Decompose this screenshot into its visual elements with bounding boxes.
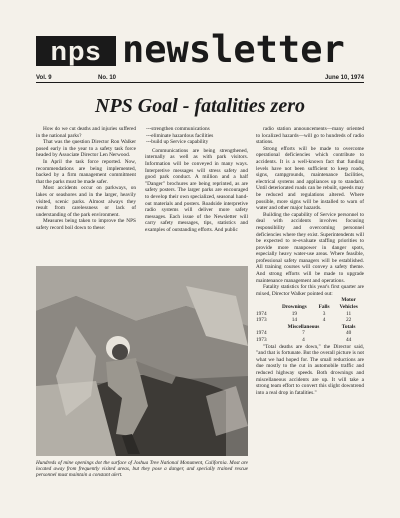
photo-illustration	[36, 266, 248, 456]
mine-rescue-photo	[36, 266, 248, 456]
table-row	[256, 330, 364, 337]
article-column-1	[36, 126, 136, 232]
table-cell: 4	[322, 317, 326, 324]
masthead-title: newsletter	[122, 28, 345, 71]
table-cell: 40	[345, 330, 352, 337]
table-row	[256, 311, 364, 318]
table-cell: 1973	[256, 337, 267, 343]
paragraph: How do we cut deaths and injuries suffered in the national parks?	[36, 126, 136, 139]
table-cell: 11	[346, 310, 352, 317]
issue-info-bar	[36, 73, 364, 83]
table-cell: 14	[291, 317, 298, 324]
volume-label: Vol. 9	[36, 75, 52, 81]
table-row	[256, 337, 364, 344]
paragraph: In April the task force reported. Now, recommendations are being implemented, backed by a firm management commitment that the parks must be made safer.	[36, 158, 136, 185]
table-header: Totals	[341, 323, 356, 330]
photo-caption: Hundreds of mine openings dot the surface of Joshua Tree National Monument, California. Most are located away from frequently visited areas, but they pose a danger, and specially trained rescue personnel must maintain a constant alert.	[36, 460, 248, 479]
table-cell: 1974	[256, 310, 267, 317]
table-cell: 7	[302, 330, 305, 337]
paragraph: "Total deaths are down," the Director said, "and that is fortunate. But the overall picture is not what we had hoped for. The small reductions are due mostly to the cut in automobile traffic and reduced highway speeds. Both drownings and miscellaneous accidents are up. It will take a strong team effort to convert this slight downtrend into a real drop in fatalities."	[256, 343, 364, 396]
table-cell: 4	[302, 337, 305, 343]
paragraph: Fatality statistics for this year's first quarter are mixed, Director Walker pointed out:	[256, 284, 364, 297]
paragraph: Strong efforts will be made to overcome operational deficiencies which contribute to accidents. It is a well-known fact that funding levels have not been sufficient to keep roads, signs, campgrounds, maintenance facilities, electrical systems and appliances up to standard. Until deteriorated roads can be rebuilt, speeds may be reduced and regulations altered. Where possible, more signs will be installed to warn of water and other major hazards.	[256, 145, 364, 212]
table-cell: 1973	[256, 317, 267, 324]
table-header: Drownings	[282, 304, 307, 311]
bullet-item: ---strengthen communications	[146, 126, 210, 132]
article-column-3	[256, 126, 364, 396]
table-cell: 1974	[256, 330, 267, 337]
paragraph: That was the question Director Ron Walker posed early in the year to a safety task force headed by Associate Director Len Nerwood.	[36, 139, 136, 159]
headline: NPS Goal - fatalities zero	[95, 95, 305, 117]
table-header: Miscellaneous	[287, 323, 320, 330]
bullet-item: ---eliminate hazardous facilities	[146, 132, 214, 139]
paragraph: Communications are being strengthened, internally as well as with park visitors. Information will be conveyed in many ways. Interpretive messages will stress safety and good park conduct. A million and a half "Danger" brochures are being reprinted, as are safety posters. The larger parks are encouraged to develop their own specialized, seasonal hand-out materials and posters. Roadside interpretive radio systems will deliver more safety messages. Each issue of the Newsletter will carry safety messages, tips, statistics and examples of outstanding efforts. And public	[145, 147, 248, 233]
date-label: June 10, 1974	[324, 75, 364, 81]
paragraph: Measures being taken to improve the NPS safety record boil down to these:	[36, 218, 136, 231]
table-header: Motor	[341, 297, 356, 304]
paragraph: Building the capability of Service personnel to deal with accidents involves focusing responsibility and overcoming personnel deficiencies where they exist. Superintendents will be expected to re-evaluate staffing priorities to provide more manpower in danger spots, especially heavy water-use areas. Where feasible, professional safety managers will be established. All training courses will convey a safety theme. And strong efforts will be made to upgrade maintenance management and operations.	[256, 211, 364, 284]
table-header	[256, 324, 274, 331]
table-cell: 3	[322, 310, 326, 317]
paragraph: radio station announcements—many oriented to localized hazards—will go to hundreds of radio stations.	[256, 126, 364, 146]
bullet-item: ---build up Service capability	[146, 139, 209, 146]
table-cell: 44	[345, 337, 352, 343]
masthead	[36, 28, 364, 71]
table-cell: 22	[345, 317, 352, 324]
article-column-2	[145, 126, 248, 234]
table-cell: 19	[291, 310, 298, 317]
masthead-logo-box: nps	[36, 36, 116, 66]
fatality-stats-table	[256, 297, 364, 343]
table-header	[256, 304, 274, 311]
table-header: Vehicles	[339, 304, 358, 311]
paragraph: Most accidents occur on parkways, on lakes or seashores and in the larger, heavily visited, scenic parks. Almost always they result from carelessness or lack of understanding of the park environment.	[36, 185, 136, 218]
table-row	[256, 317, 364, 324]
table-header: Falls	[318, 304, 330, 311]
number-label: No. 10	[98, 75, 117, 81]
